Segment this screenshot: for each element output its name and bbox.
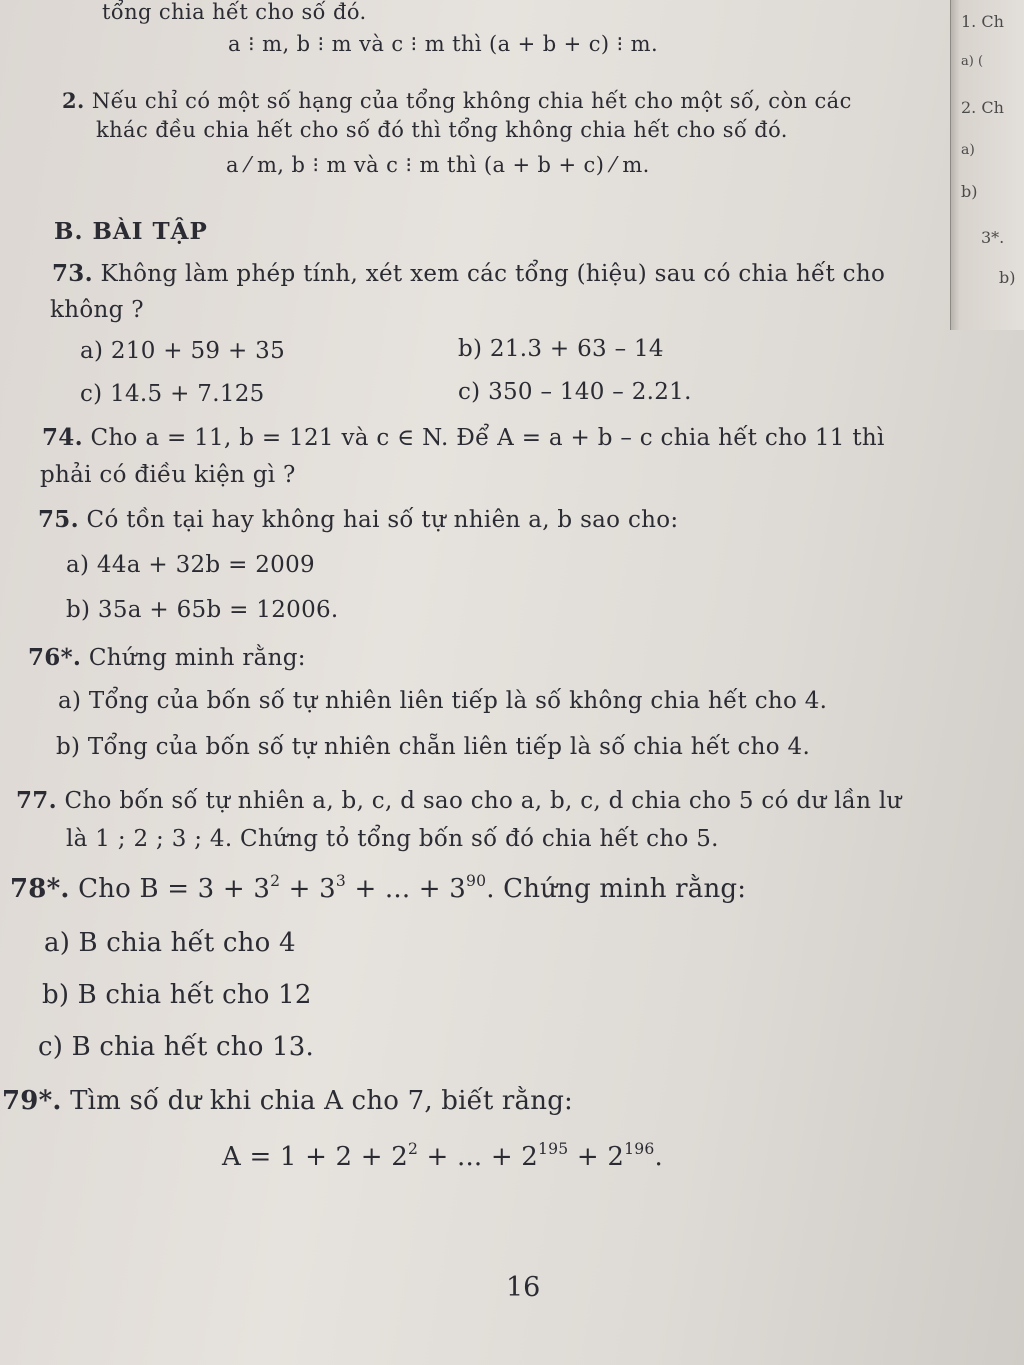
next-page-fragment: 1. Ch: [961, 12, 1004, 31]
exercise-75: [38, 506, 678, 533]
exercise-text-cont: phải có điều kiện gì ?: [40, 462, 296, 488]
exercise-item: b) 21.3 + 63 – 14: [458, 336, 664, 362]
theory-formula: a ⁄ m, b ⁝ m và c ⁝ m thì (a + b + c) ⁄ m.: [226, 153, 650, 177]
next-page-fragment: b): [961, 182, 978, 201]
exercise-number: 73.: [52, 260, 93, 287]
exercise-item: a) 44a + 32b = 2009: [66, 552, 315, 578]
exercise-text-cont: là 1 ; 2 ; 3 ; 4. Chứng tỏ tổng bốn số đó chia hết cho 5.: [66, 826, 719, 852]
theory-formula: a ⁝ m, b ⁝ m và c ⁝ m thì (a + b + c) ⁝ m.: [228, 32, 659, 56]
exercise-item: a) Tổng của bốn số tự nhiên liên tiếp là số không chia hết cho 4.: [58, 688, 828, 714]
exercise-text: Chứng minh rằng:: [88, 645, 306, 671]
exercise-item: a) B chia hết cho 4: [44, 928, 296, 958]
theory-line: tổng chia hết cho số đó.: [102, 0, 367, 24]
exercise-78: [10, 874, 746, 904]
exercise-item: a) 210 + 59 + 35: [80, 338, 286, 364]
exercise-text: Không làm phép tính, xét xem các tổng (hiệu) sau có chia hết cho: [100, 261, 886, 287]
next-page-edge: [950, 0, 1024, 330]
exercise-number: 76*.: [28, 644, 82, 671]
exercise-76: [28, 644, 306, 671]
exercise-text: Có tồn tại hay không hai số tự nhiên a, b sao cho:: [86, 507, 679, 533]
exercise-number: 77.: [16, 787, 57, 814]
exercise-number: 79*.: [2, 1086, 62, 1116]
next-page-fragment: a): [961, 142, 975, 158]
exercise-item: c) 14.5 + 7.125: [80, 381, 265, 407]
exercise-number: 78*.: [10, 874, 70, 904]
exercise-item: b) Tổng của bốn số tự nhiên chẵn liên tiếp là số chia hết cho 4.: [56, 734, 811, 760]
exercise-text-cont: không ?: [50, 297, 144, 323]
exercise-text: Cho $B = 3 + 3^2 + 3^3$ + ... + $3^{90}$. Chứng minh rằng:: [78, 872, 747, 904]
exercise-formula: $A = 1 + 2 + 2^2$ + ... + $2^{195} + 2^{196}$.: [222, 1140, 663, 1172]
theory-rule-2: [62, 88, 852, 113]
exercise-item: c) 350 – 140 – 2.21.: [458, 379, 692, 405]
exercise-text: Cho bốn số tự nhiên a, b, c, d sao cho a, b, c, d chia cho 5 có dư lần lư: [64, 788, 902, 814]
exercise-73: [52, 260, 885, 287]
theory-line: khác đều chia hết cho số đó thì tổng không chia hết cho số đó.: [96, 118, 788, 142]
exercise-item: b) B chia hết cho 12: [42, 980, 312, 1010]
next-page-fragment: 3*.: [981, 228, 1005, 247]
exercise-74: [42, 424, 885, 451]
exercise-79: [2, 1086, 573, 1116]
next-page-fragment: a) (: [961, 54, 984, 69]
exercise-number: 75.: [38, 506, 79, 533]
exercise-text: Cho a = 11, b = 121 và c ∈ N. Để A = a + b – c chia hết cho 11 thì: [90, 425, 885, 451]
next-page-fragment: b): [999, 268, 1016, 287]
section-heading: B. BÀI TẬP: [54, 218, 208, 245]
rule-text: Nếu chỉ có một số hạng của tổng không chia hết cho một số, còn các: [91, 89, 852, 113]
rule-number: 2.: [62, 88, 85, 113]
exercise-77: [16, 787, 902, 814]
exercise-item: b) 35a + 65b = 12006.: [66, 597, 339, 623]
exercise-text: Tìm số dư khi chia A cho 7, biết rằng:: [70, 1086, 574, 1116]
page-number: 16: [506, 1272, 541, 1303]
exercise-number: 74.: [42, 424, 83, 451]
exercise-item: c) B chia hết cho 13.: [38, 1032, 314, 1062]
next-page-fragment: 2. Ch: [961, 98, 1004, 117]
